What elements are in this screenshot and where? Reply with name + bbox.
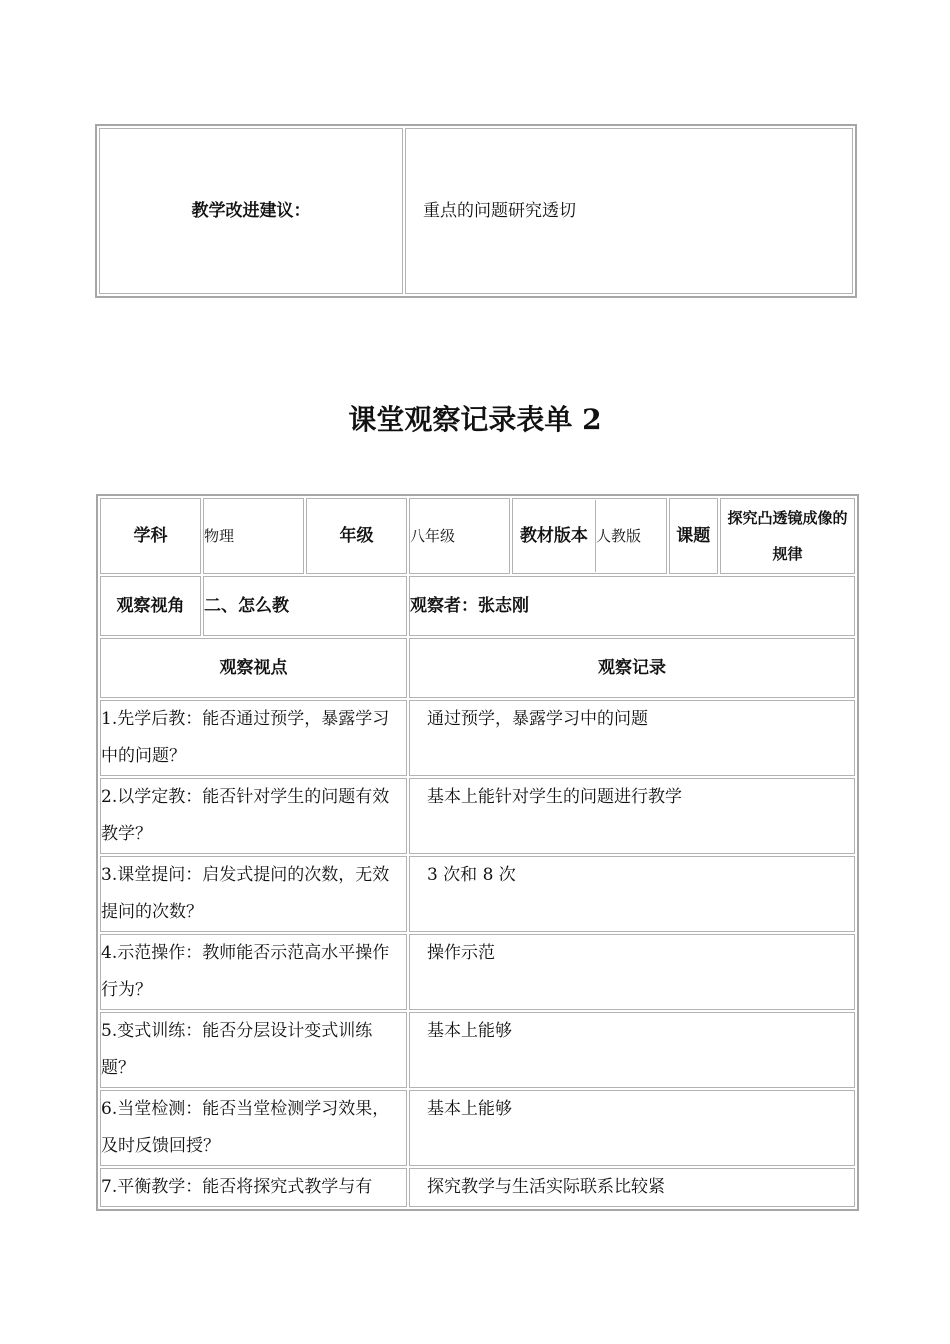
improvement-value: 重点的问题研究透切 — [405, 128, 853, 294]
row-5-point: 5.变式训练：能否分层设计变式训练题？ — [100, 1012, 407, 1088]
topic-label: 课题 — [669, 498, 718, 574]
row-6-record: 基本上能够 — [409, 1090, 855, 1166]
row-2-point: 2.以学定教：能否针对学生的问题有效教学？ — [100, 778, 407, 854]
row-1-record: 通过预学，暴露学习中的问题 — [409, 700, 855, 776]
row-4-record: 操作示范 — [409, 934, 855, 1010]
improvement-label: 教学改进建议： — [99, 128, 403, 294]
table-row — [100, 1012, 855, 1088]
perspective-value: 二、怎么教 — [203, 576, 407, 636]
row-4-point: 4.示范操作：教师能否示范高水平操作行为？ — [100, 934, 407, 1010]
row-1-point: 1.先学后教：能否通过预学，暴露学习中的问题？ — [100, 700, 407, 776]
table-row — [100, 700, 855, 776]
table-row — [100, 1168, 855, 1207]
header-row — [100, 498, 855, 574]
observer: 观察者：张志刚 — [409, 576, 855, 636]
row-2-record: 基本上能针对学生的问题进行教学 — [409, 778, 855, 854]
subject-label: 学科 — [100, 498, 201, 574]
column-record: 观察记录 — [409, 638, 855, 698]
table-row — [100, 1090, 855, 1166]
row-5-record: 基本上能够 — [409, 1012, 855, 1088]
form-title: 课堂观察记录表单 2 — [348, 403, 602, 436]
table-row — [100, 778, 855, 854]
row-7-record: 探究教学与生活实际联系比较紧 — [409, 1168, 855, 1207]
column-header-row — [100, 638, 855, 698]
grade-value: 八年级 — [409, 498, 510, 574]
perspective-row — [100, 576, 855, 636]
grade-label: 年级 — [306, 498, 407, 574]
row-7-point: 7.平衡教学：能否将探究式教学与有 — [100, 1168, 407, 1207]
row-3-point: 3.课堂提问：启发式提问的次数，无效提问的次数？ — [100, 856, 407, 932]
edition-value: 人教版 — [595, 527, 641, 545]
table-row — [100, 856, 855, 932]
edition-split — [513, 500, 666, 572]
observation-table — [96, 494, 859, 1211]
table-row — [100, 934, 855, 1010]
subject-value: 物理 — [203, 498, 304, 574]
row-3-record: 3 次和 8 次 — [409, 856, 855, 932]
perspective-label: 观察视角 — [100, 576, 201, 636]
edition-cell — [512, 498, 667, 574]
edition-label: 教材版本 — [513, 500, 596, 572]
improvement-table — [95, 124, 857, 298]
topic-value: 探究凸透镜成像的规律 — [720, 498, 855, 574]
column-point: 观察视点 — [100, 638, 407, 698]
row-6-point: 6.当堂检测：能否当堂检测学习效果，及时反馈回授？ — [100, 1090, 407, 1166]
